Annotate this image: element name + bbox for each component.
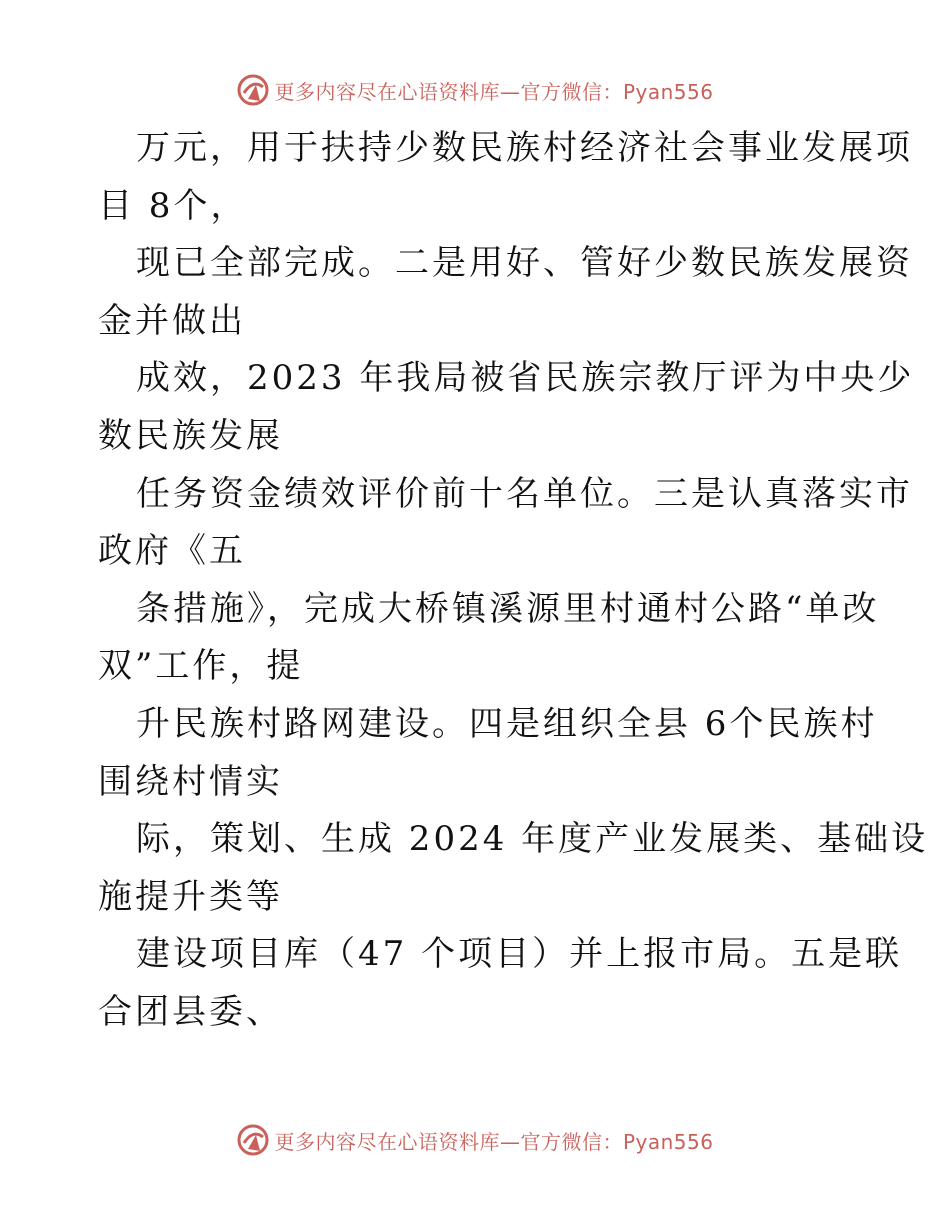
footer-watermark <box>0 1120 950 1160</box>
ribbon-logo-icon <box>236 1123 270 1157</box>
footer-watermark-text: 更多内容尽在心语资料库—官方微信：Pyan556 <box>274 1129 714 1154</box>
body-line: 双”工作，提 <box>98 646 304 687</box>
body-line: 施提升类等 <box>98 876 283 917</box>
body-line: 围绕村情实 <box>98 761 283 802</box>
body-line: 目 8个， <box>98 185 248 226</box>
document-body <box>98 120 929 1042</box>
body-line: 条措施》，完成大桥镇溪源里村通村公路“单改 <box>136 588 880 629</box>
body-line: 升民族村路网建设。四是组织全县 6个民族村 <box>136 703 878 744</box>
body-line: 金并做出 <box>98 300 246 341</box>
body-line: 数民族发展 <box>98 415 283 456</box>
body-line: 万元，用于扶持少数民族村经济社会事业发展项 <box>136 128 913 168</box>
body-line: 成效，2023 年我局被省民族宗教厅评为中央少 <box>136 358 915 399</box>
body-line: 任务资金绩效评价前十名单位。三是认真落实市 <box>136 473 913 514</box>
body-line: 际，策划、生成 2024 年度产业发展类、基础设 <box>136 819 929 860</box>
body-line: 政府《五 <box>98 531 246 572</box>
body-line: 合团县委、 <box>98 991 283 1032</box>
ribbon-logo-icon <box>236 73 270 107</box>
body-line: 现已全部完成。二是用好、管好少数民族发展资 <box>136 243 913 284</box>
header-watermark <box>0 70 950 110</box>
header-watermark-text: 更多内容尽在心语资料库—官方微信：Pyan556 <box>274 79 714 104</box>
body-line: 建设项目库（47 个项目）并上报市局。五是联 <box>136 934 903 975</box>
